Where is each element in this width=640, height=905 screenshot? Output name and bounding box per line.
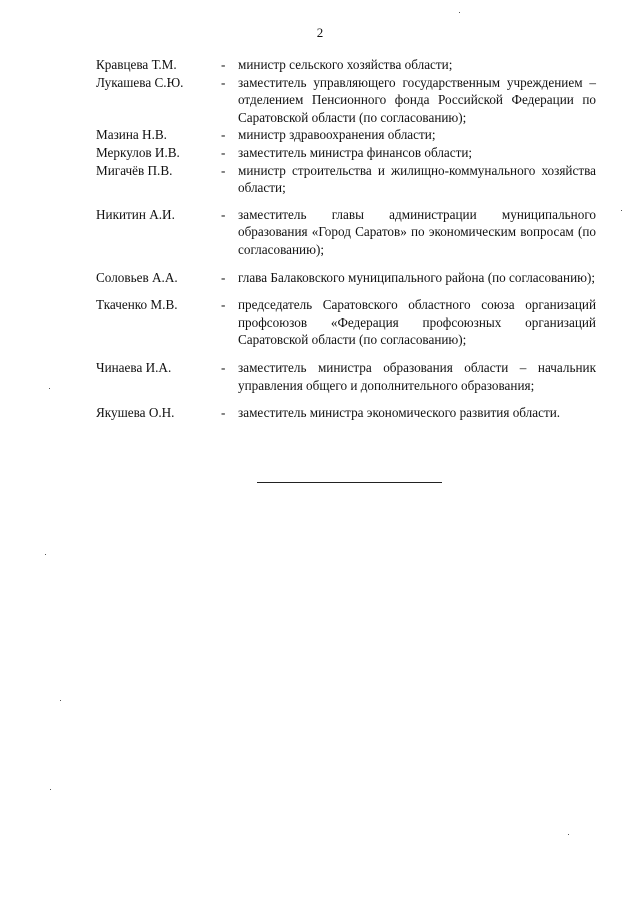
list-item (96, 296, 596, 349)
member-name: Кравцева Т.М. (96, 57, 177, 72)
dash-separator: - (221, 127, 226, 143)
member-position: глава Балаковского муниципального района (по согласованию); (238, 269, 596, 285)
dash-separator: - (221, 405, 226, 421)
list-item (96, 404, 596, 422)
member-name: Чинаева И.А. (96, 359, 172, 375)
committee-member-list (96, 56, 596, 422)
member-name: Якушева О.Н. (96, 405, 175, 421)
list-item (96, 56, 596, 74)
member-name: Никитин А.И. (96, 206, 175, 222)
dash-separator: - (221, 359, 226, 375)
list-item (96, 269, 596, 287)
page-number: 2 (316, 25, 324, 40)
scan-speck (45, 554, 46, 555)
member-position: министр сельского хозяйства области; (238, 57, 453, 72)
scan-speck (50, 789, 51, 790)
scan-speck (568, 834, 569, 835)
list-item (96, 144, 596, 162)
member-name: Мазина Н.В. (96, 127, 167, 143)
scan-speck (49, 388, 50, 389)
member-position: заместитель министра финансов области; (238, 144, 473, 160)
list-item (96, 162, 596, 197)
scan-speck (60, 700, 61, 701)
member-position: председатель Саратовского областного союза организаций профсоюзов «Федерация профсоюзных организаций Саратовской области (по согласованию); (238, 297, 596, 348)
member-name: Соловьев А.А. (96, 269, 178, 285)
list-item (96, 126, 596, 144)
dash-separator: - (221, 297, 226, 313)
member-position: заместитель министра экономического развития области. (238, 405, 561, 421)
dash-separator: - (221, 144, 226, 160)
dash-separator: - (221, 162, 226, 178)
list-item (96, 74, 596, 127)
scan-speck (459, 12, 460, 13)
dash-separator: - (221, 74, 226, 90)
scan-speck (621, 210, 622, 211)
member-position: заместитель управляющего государственным учреждением – отделением Пенсионного фонда Российской Федерации по Саратовской области (по согласованию); (238, 74, 596, 125)
member-position: заместитель министра образования области – начальник управления общего и дополнительного образования; (238, 359, 596, 393)
member-name: Меркулов И.В. (96, 144, 180, 160)
list-item (96, 359, 596, 394)
dash-separator: - (221, 269, 226, 285)
member-name: Ткаченко М.В. (96, 297, 178, 313)
dash-separator: - (221, 57, 226, 72)
member-name: Мигачёв П.В. (96, 162, 173, 178)
member-position: министр строительства и жилищно-коммунального хозяйства области; (238, 162, 596, 196)
member-position: заместитель главы администрации муниципального образования «Город Саратов» по экономическим вопросам (по согласованию); (238, 206, 596, 257)
dash-separator: - (221, 206, 226, 222)
member-position: министр здравоохранения области; (238, 127, 436, 143)
closing-divider-line (257, 482, 442, 483)
member-name: Лукашева С.Ю. (96, 74, 184, 90)
list-item (96, 206, 596, 259)
